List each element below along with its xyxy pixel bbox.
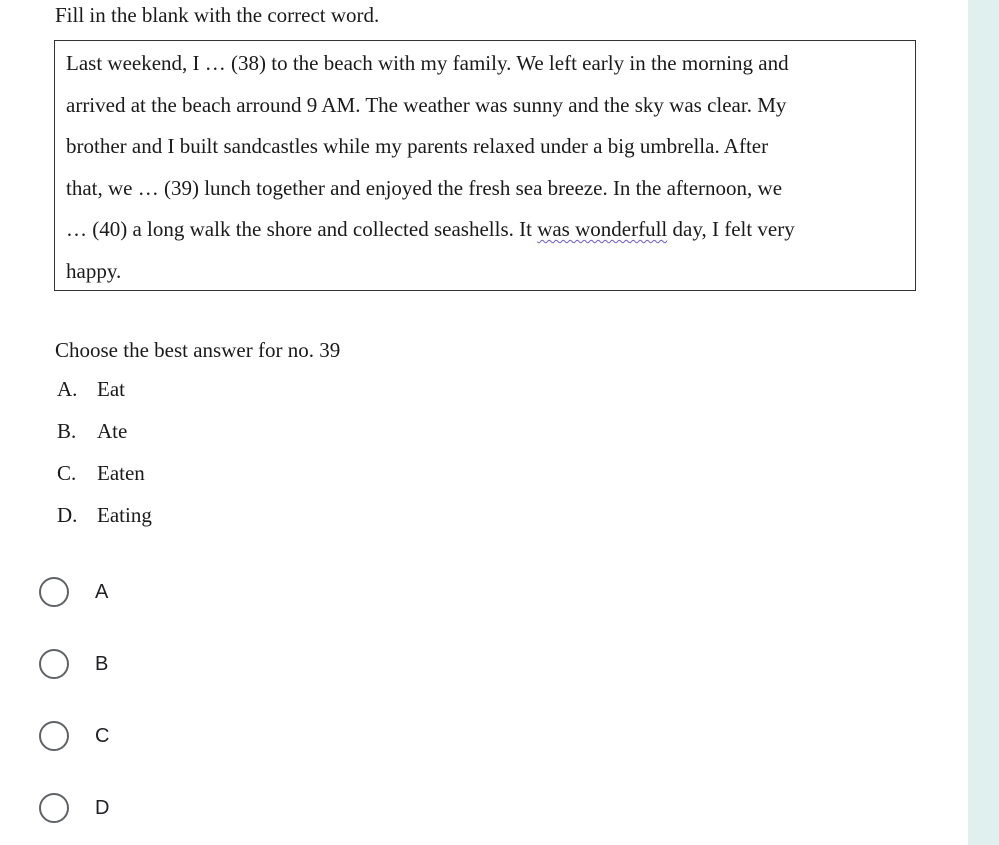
answer-options-list	[57, 376, 152, 544]
passage-line-3: brother and I built sandcastles while my parents relaxed under a big umbrella. After	[66, 134, 769, 158]
radio-choice-a[interactable]	[39, 556, 109, 628]
passage-line-5-start: … (40) a long walk the shore and collected seashells. It	[66, 217, 538, 241]
option-text: Ate	[97, 419, 128, 443]
option-a	[57, 376, 152, 418]
question-text: Choose the best answer for no. 39	[55, 338, 341, 362]
radio-button-icon[interactable]	[39, 649, 69, 679]
radio-label[interactable]: D	[95, 796, 110, 819]
side-panel	[968, 0, 999, 845]
passage-line-2: arrived at the beach arround 9 AM. The weather was sunny and the sky was clear. My	[66, 92, 787, 117]
passage-line-4: that, we … (39) lunch together and enjoyed the fresh sea breeze. In the afternoon, we	[66, 175, 783, 200]
radio-label[interactable]: B	[95, 652, 109, 675]
spellcheck-flagged-text: was wonderfull	[537, 217, 668, 241]
radio-button-icon[interactable]	[39, 793, 69, 823]
option-b	[57, 418, 152, 460]
radio-button-icon[interactable]	[39, 577, 69, 607]
radio-label[interactable]: C	[95, 724, 110, 747]
option-d	[57, 502, 152, 544]
reading-passage	[54, 40, 916, 291]
passage-line-5-end: day, I felt very	[667, 217, 795, 241]
radio-choice-c[interactable]	[39, 700, 109, 772]
option-letter: C.	[57, 461, 77, 485]
radio-choice-b[interactable]	[39, 628, 109, 700]
option-text: Eaten	[97, 461, 145, 485]
passage-line-5	[66, 209, 905, 251]
passage-line-6: happy.	[66, 258, 122, 283]
option-letter: D.	[57, 503, 78, 527]
option-text: Eating	[97, 503, 152, 527]
passage-line-1: Last weekend, I … (38) to the beach with my family. We left early in the morning and	[66, 51, 789, 75]
radio-group	[39, 556, 109, 844]
option-c	[57, 460, 152, 502]
option-letter: A.	[57, 377, 78, 401]
option-text: Eat	[97, 377, 125, 401]
option-letter: B.	[57, 419, 77, 443]
instruction-text: Fill in the blank with the correct word.	[55, 3, 380, 27]
radio-choice-d[interactable]	[39, 772, 109, 844]
radio-label[interactable]: A	[95, 580, 109, 603]
radio-button-icon[interactable]	[39, 721, 69, 751]
